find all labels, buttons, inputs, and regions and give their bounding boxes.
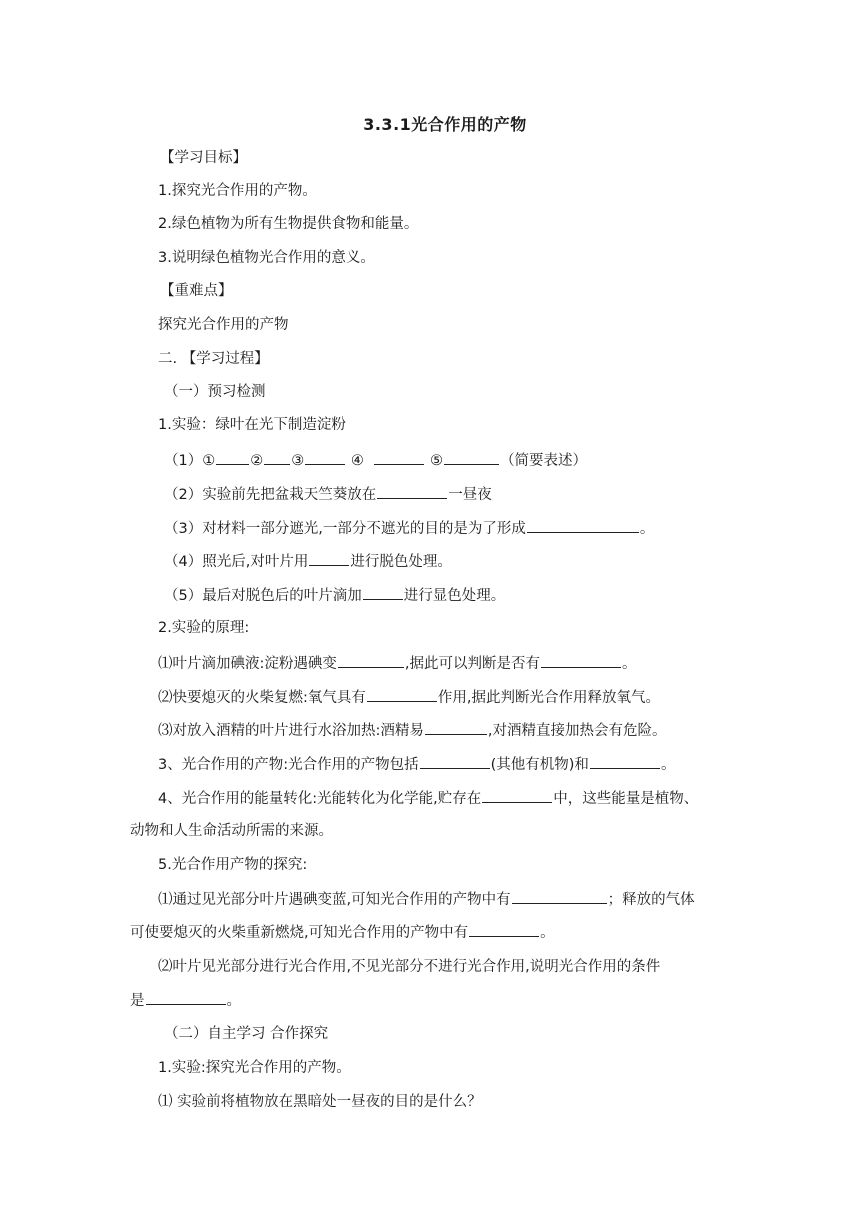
inquiry-heading: 5.光合作用产物的探究: <box>158 857 308 873</box>
question-text: 。 <box>639 521 655 537</box>
experiment-heading: 1.实验：绿叶在光下制造淀粉 <box>158 417 346 433</box>
section-heading-goals: 【学习目标】 <box>160 150 247 166</box>
question-text: （3）对材料一部分遮光,一部分不遮光的目的是为了形成 <box>164 521 526 537</box>
fill-blank[interactable] <box>367 687 437 702</box>
question-text: （2）实验前先把盆栽天竺葵放在 <box>164 487 377 503</box>
inquiry-line <box>158 889 695 910</box>
subsection-heading: （一）预习检测 <box>164 384 266 400</box>
question-text: （4）照光后,对叶片用 <box>164 554 309 570</box>
principle-text: ⑶对放入酒精的叶片进行水浴加热:酒精易 <box>158 723 424 739</box>
fill-blank[interactable] <box>444 450 499 465</box>
question-text: 一昼夜 <box>448 487 492 503</box>
goal-item: 1.探究光合作用的产物。 <box>158 183 317 199</box>
question-text: （1）① <box>164 453 216 469</box>
question-line: ⑴ 实验前将植物放在黑暗处一昼夜的目的是什么？ <box>158 1094 482 1110</box>
fill-blank[interactable] <box>425 720 487 735</box>
question-line <box>164 551 452 572</box>
energy-line-continued: 动物和人生命活动所需的来源。 <box>130 823 333 839</box>
fill-blank[interactable] <box>146 990 226 1005</box>
question-text: （5）最后对脱色后的叶片滴加 <box>164 588 362 604</box>
fill-blank[interactable] <box>363 585 403 600</box>
fill-blank[interactable] <box>264 450 290 465</box>
inquiry-text: ⑴通过见光部分叶片遇碘变蓝,可知光合作用的产物中有 <box>158 892 511 908</box>
principle-text: ⑴叶片滴加碘液:淀粉遇碘变 <box>158 656 337 672</box>
question-text: 进行显色处理。 <box>403 588 506 604</box>
fill-blank[interactable] <box>590 754 660 769</box>
section-heading-keypoints: 【重难点】 <box>160 283 233 299</box>
product-text: 3、光合作用的产物:光合作用的产物包括 <box>158 757 419 773</box>
principle-heading: 2.实验的原理: <box>158 620 250 636</box>
inquiry-line <box>130 990 241 1011</box>
question-text: ④ <box>346 453 369 469</box>
principle-text: ⑵快要熄灭的火柴复燃:氧气具有 <box>158 690 366 706</box>
question-line <box>164 518 654 539</box>
question-text: 进行脱色处理。 <box>350 554 452 570</box>
question-text: （简要表述） <box>500 453 588 469</box>
inquiry-text: ；释放的气体 <box>607 892 695 908</box>
fill-blank[interactable] <box>377 484 447 499</box>
inquiry-text: 。 <box>226 993 241 1009</box>
question-text: ⑤ <box>425 453 444 469</box>
inquiry-line <box>130 922 555 943</box>
subsection-heading: （二）自主学习 合作探究 <box>164 1026 329 1042</box>
inquiry-text: 是 <box>130 993 145 1009</box>
inquiry-text: 可使要熄灭的火柴重新燃烧,可知光合作用的产物中有 <box>130 925 469 941</box>
section-heading-process: 二. 【学习过程】 <box>158 351 269 367</box>
principle-line <box>158 720 667 741</box>
product-text: (其他有机物)和 <box>490 757 589 773</box>
fill-blank[interactable] <box>309 551 349 566</box>
fill-blank[interactable] <box>374 450 424 465</box>
principle-text: ,据此可以判断是否有 <box>404 656 540 672</box>
energy-text: 4、光合作用的能量转化:光能转化为化学能,贮存在 <box>158 791 482 807</box>
energy-line <box>158 788 698 809</box>
fill-blank[interactable] <box>541 653 621 668</box>
energy-text: 中，这些能量是植物、 <box>553 791 699 807</box>
inquiry-line: ⑵叶片见光部分进行光合作用,不见光部分不进行光合作用,说明光合作用的条件 <box>158 959 661 975</box>
principle-text: 作用,据此判断光合作用释放氧气。 <box>437 690 660 706</box>
goal-item: 3.说明绿色植物光合作用的意义。 <box>158 250 375 266</box>
inquiry-text: 。 <box>540 925 555 941</box>
fill-blank[interactable] <box>420 754 490 769</box>
fill-blank[interactable] <box>512 889 607 904</box>
principle-line <box>158 687 660 708</box>
fill-blank[interactable] <box>482 788 552 803</box>
fill-blank[interactable] <box>469 922 539 937</box>
fill-blank[interactable] <box>305 450 345 465</box>
fill-blank[interactable] <box>527 518 639 533</box>
product-line <box>158 754 675 775</box>
page-title: 3.3.1光合作用的产物 <box>363 115 527 134</box>
fill-blank[interactable] <box>216 450 249 465</box>
principle-line <box>158 653 637 674</box>
keypoint-text: 探究光合作用的产物 <box>158 317 289 333</box>
question-text: ③ <box>291 453 305 469</box>
goal-item: 2.绿色植物为所有生物提供食物和能量。 <box>158 216 419 232</box>
fill-blank[interactable] <box>338 653 404 668</box>
question-line <box>164 450 587 471</box>
question-line <box>164 484 492 505</box>
principle-text: 。 <box>622 656 637 672</box>
principle-text: ,对酒精直接加热会有危险。 <box>487 723 667 739</box>
experiment-heading: 1.实验:探究光合作用的产物。 <box>158 1060 351 1076</box>
product-text: 。 <box>660 757 676 773</box>
question-line <box>164 585 505 606</box>
question-text: ② <box>250 453 264 469</box>
